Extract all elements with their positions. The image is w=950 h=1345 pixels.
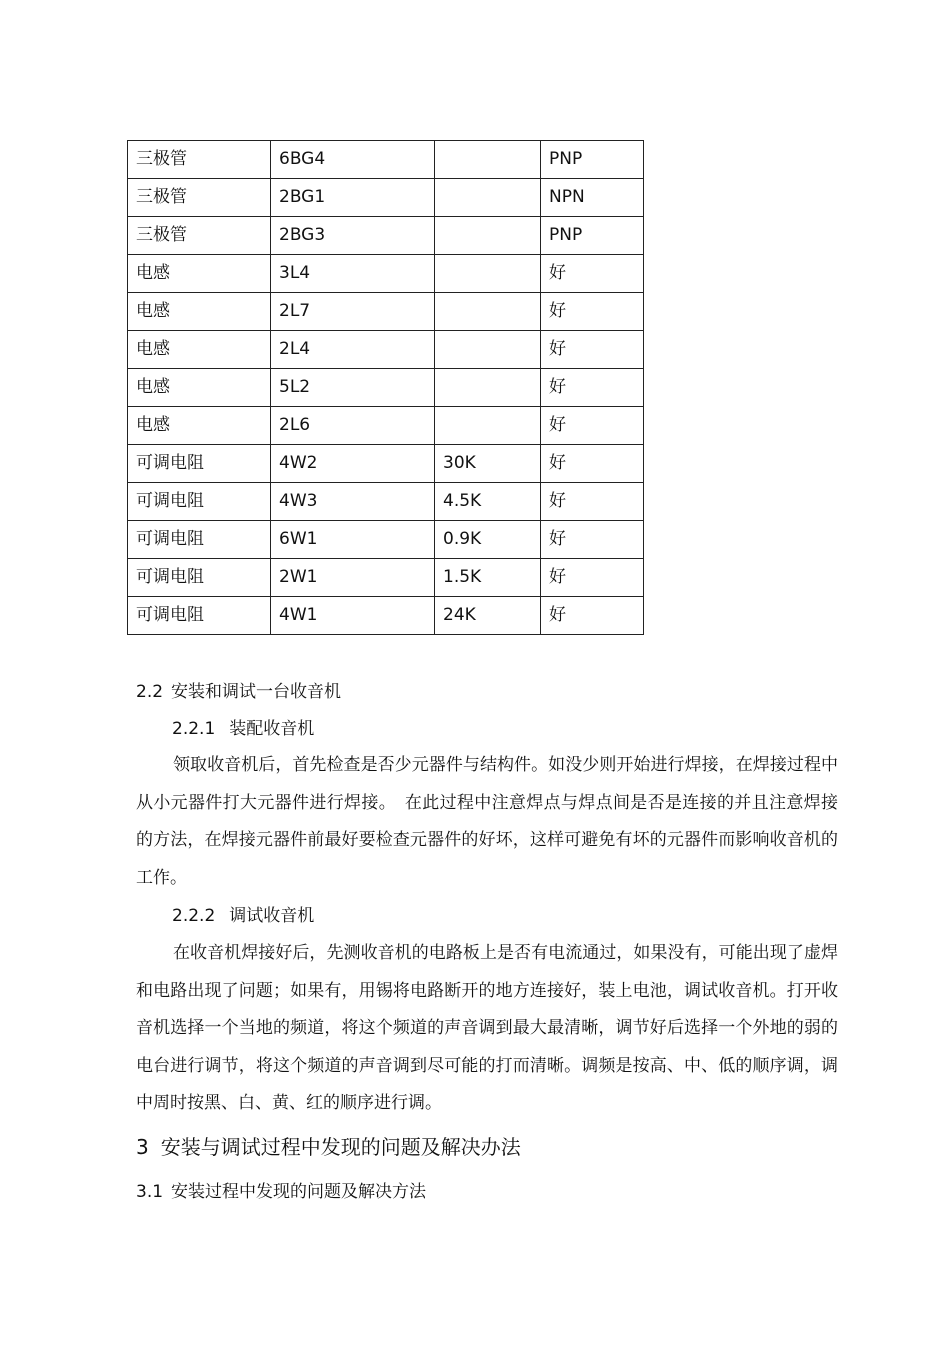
table-row: [128, 483, 644, 521]
table-cell: PNP: [541, 217, 644, 255]
section-2-2-1-heading: [172, 719, 872, 739]
table-cell: PNP: [541, 141, 644, 179]
table-cell: 好: [541, 559, 644, 597]
table-cell: 4W2: [271, 445, 435, 483]
paragraph-debugging: 在收音机焊接好后，先测收音机的电路板上是否有电流通过，如果没有，可能出现了虚焊和电路出现了问题；如果有，用锡将电路断开的地方连接好，装上电池，调试收音机。打开收音机选择一个当地的频道，将这个频道的声音调到最大最清晰，调节好后选择一个外地的弱的电台进行调节，将这个频道的声音调到尽可能的打而清晰。调频是按高、中、低的顺序调，调中周时按黑、白、黄、红的顺序进行调。: [136, 943, 838, 1113]
table-cell: 三极管: [128, 217, 271, 255]
table-row: [128, 217, 644, 255]
table-row: [128, 597, 644, 635]
table-row: [128, 521, 644, 559]
table-cell: 电感: [128, 293, 271, 331]
section-number: 2.2.2: [172, 906, 216, 926]
table-cell: 好: [541, 293, 644, 331]
table-cell: 4.5K: [435, 483, 541, 521]
section-3-1-heading: [136, 1182, 836, 1202]
table-cell: [435, 141, 541, 179]
table-cell: 好: [541, 521, 644, 559]
section-2-2-2-heading: [172, 906, 872, 926]
section-number: 3: [136, 1135, 149, 1159]
table-cell: 可调电阻: [128, 521, 271, 559]
table-cell: 4W1: [271, 597, 435, 635]
section-title: 调试收音机: [229, 906, 315, 926]
table-row: [128, 255, 644, 293]
table-cell: 1.5K: [435, 559, 541, 597]
table-cell: [435, 331, 541, 369]
table-row: [128, 179, 644, 217]
table-cell: 电感: [128, 255, 271, 293]
table-cell: 2L7: [271, 293, 435, 331]
table-cell: 2L6: [271, 407, 435, 445]
table-cell: 2BG1: [271, 179, 435, 217]
table-cell: 30K: [435, 445, 541, 483]
table-cell: [435, 179, 541, 217]
table-cell: 6W1: [271, 521, 435, 559]
section-title: 安装和调试一台收音机: [171, 682, 342, 702]
table-cell: 好: [541, 407, 644, 445]
table-cell: 好: [541, 483, 644, 521]
table-cell: 2W1: [271, 559, 435, 597]
section-2-2-heading: [136, 682, 836, 702]
table-cell: 6BG4: [271, 141, 435, 179]
table-cell: [435, 255, 541, 293]
table-row: [128, 293, 644, 331]
table-row: [128, 445, 644, 483]
section-number: 2.2.1: [172, 719, 216, 739]
table-cell: 3L4: [271, 255, 435, 293]
table-cell: 三极管: [128, 179, 271, 217]
table-cell: 电感: [128, 331, 271, 369]
section-number: 3.1: [136, 1182, 164, 1202]
section-number: 2.2: [136, 682, 164, 702]
table-body: [128, 141, 644, 635]
table-cell: 2L4: [271, 331, 435, 369]
table-cell: 电感: [128, 369, 271, 407]
table-cell: 电感: [128, 407, 271, 445]
section-title: 装配收音机: [229, 719, 315, 739]
table-cell: 2BG3: [271, 217, 435, 255]
table-cell: 好: [541, 255, 644, 293]
table-cell: [435, 369, 541, 407]
table-row: [128, 407, 644, 445]
table-cell: 好: [541, 445, 644, 483]
table-cell: 5L2: [271, 369, 435, 407]
table-cell: 可调电阻: [128, 483, 271, 521]
table-cell: 4W3: [271, 483, 435, 521]
section-title: 安装与调试过程中发现的问题及解决办法: [160, 1135, 521, 1159]
table-cell: NPN: [541, 179, 644, 217]
table-cell: 好: [541, 597, 644, 635]
section-title: 安装过程中发现的问题及解决方法: [171, 1182, 427, 1202]
table-cell: [435, 217, 541, 255]
paragraph-assembly: 领取收音机后，首先检查是否少元器件与结构件。如没少则开始进行焊接，在焊接过程中从小元器件打大元器件进行焊接。 在此过程中注意焊点与焊点间是否是连接的并且注意焊接的方法，在焊接元器件前最好要检查元器件的好坏，这样可避免有坏的元器件而影响收音机的工作。: [136, 755, 838, 888]
table-cell: 好: [541, 331, 644, 369]
table-cell: 可调电阻: [128, 597, 271, 635]
table-row: [128, 141, 644, 179]
table-cell: 可调电阻: [128, 445, 271, 483]
table-cell: 可调电阻: [128, 559, 271, 597]
table-cell: [435, 407, 541, 445]
table-cell: [435, 293, 541, 331]
table-cell: 0.9K: [435, 521, 541, 559]
table-cell: 三极管: [128, 141, 271, 179]
section-3-heading: [136, 1135, 521, 1159]
table-row: [128, 369, 644, 407]
table-row: [128, 331, 644, 369]
components-table: [127, 140, 644, 635]
table-row: [128, 559, 644, 597]
table-cell: 好: [541, 369, 644, 407]
table-cell: 24K: [435, 597, 541, 635]
